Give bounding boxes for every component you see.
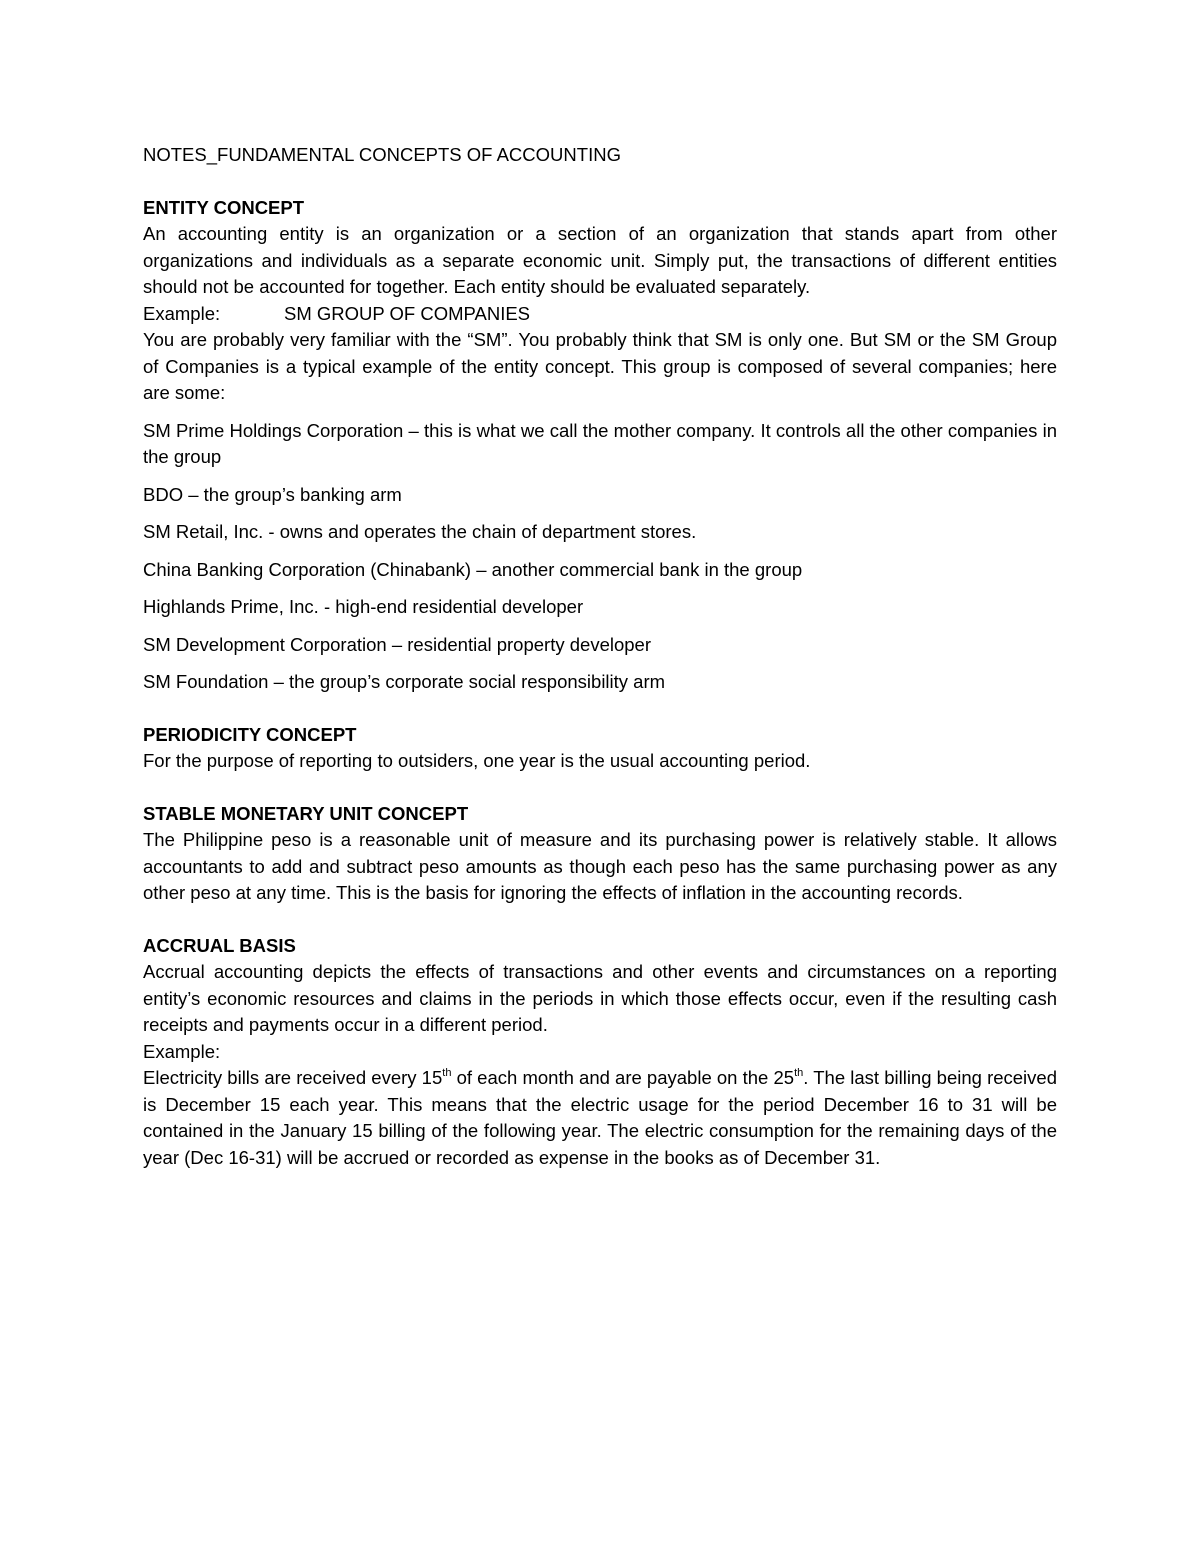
- accrual-example-label: Example:: [143, 1040, 221, 1062]
- entity-section: [143, 195, 1057, 696]
- company-item: China Banking Corporation (Chinabank) – another commercial bank in the group: [143, 558, 803, 580]
- periodicity-section: [143, 722, 1057, 775]
- ordinal-suffix: th: [442, 1066, 452, 1079]
- company-item: BDO – the group’s banking arm: [143, 483, 402, 505]
- entity-example-value: SM GROUP OF COMPANIES: [284, 302, 531, 324]
- company-item: SM Development Corporation – residential property developer: [143, 633, 651, 655]
- stable-monetary-section: [143, 801, 1057, 907]
- ordinal-suffix: th: [794, 1066, 804, 1079]
- company-item: Highlands Prime, Inc. - high-end residential developer: [143, 596, 584, 617]
- accrual-paragraph: Accrual accounting depicts the effects of transactions and other events and circumstances on a reporting entity’s economic resources and claims in the periods in which those effects occur, even if the resulting cash receipts and payments occur in a different period.: [143, 961, 1057, 1035]
- periodicity-paragraph: For the purpose of reporting to outsiders, one year is the usual accounting period.: [143, 750, 811, 771]
- company-item: SM Prime Holdings Corporation – this is what we call the mother company. It controls all the other companies in the group: [143, 419, 1057, 467]
- entity-intro: You are probably very familiar with the “SM”. You probably think that SM is only one. But SM or the SM Group of Companies is a typical example of the entity concept. This group is composed of several companies; here are some:: [143, 329, 1057, 403]
- accrual-heading: ACCRUAL BASIS: [143, 934, 296, 956]
- entity-heading: ENTITY CONCEPT: [143, 196, 305, 218]
- entity-example-line: [143, 301, 1057, 328]
- document-title: NOTES_FUNDAMENTAL CONCEPTS OF ACCOUNTING: [143, 144, 621, 165]
- entity-paragraph: An accounting entity is an organization or a section of an organization that stands apart from other organizations and individuals as a separate economic unit. Simply put, the transactions of different entities should not be accounted for together. Each entity should be evaluated separately.: [143, 223, 1057, 297]
- entity-example-label: Example:: [143, 302, 221, 324]
- periodicity-heading: PERIODICITY CONCEPT: [143, 723, 357, 745]
- company-item: SM Foundation – the group’s corporate social responsibility arm: [143, 671, 666, 692]
- accrual-example-part3: . The last billing being received is December 15 each year. This means that the electric usage for the period December 16 to 31 will be contained in the January 15 billing of the following year. The electric consumption for the remaining days of the year (Dec 16-31) will be accrued or recorded as expense in the books as of December 31.: [143, 1067, 1057, 1168]
- accrual-example-part1: Electricity bills are received every 15: [143, 1067, 443, 1088]
- stable-monetary-paragraph: The Philippine peso is a reasonable unit of measure and its purchasing power is relatively stable. It allows accountants to add and subtract peso amounts as though each peso has the same purchasing power as any other peso at any time. This is the basis for ignoring the effects of inflation in the accounting records.: [143, 829, 1057, 903]
- accrual-section: [143, 933, 1057, 1172]
- accrual-example-part2: of each month and are payable on the 25: [451, 1067, 795, 1088]
- accrual-example-text: [143, 1065, 1057, 1171]
- company-item: SM Retail, Inc. - owns and operates the chain of department stores.: [143, 521, 697, 542]
- stable-monetary-heading: STABLE MONETARY UNIT CONCEPT: [143, 802, 469, 824]
